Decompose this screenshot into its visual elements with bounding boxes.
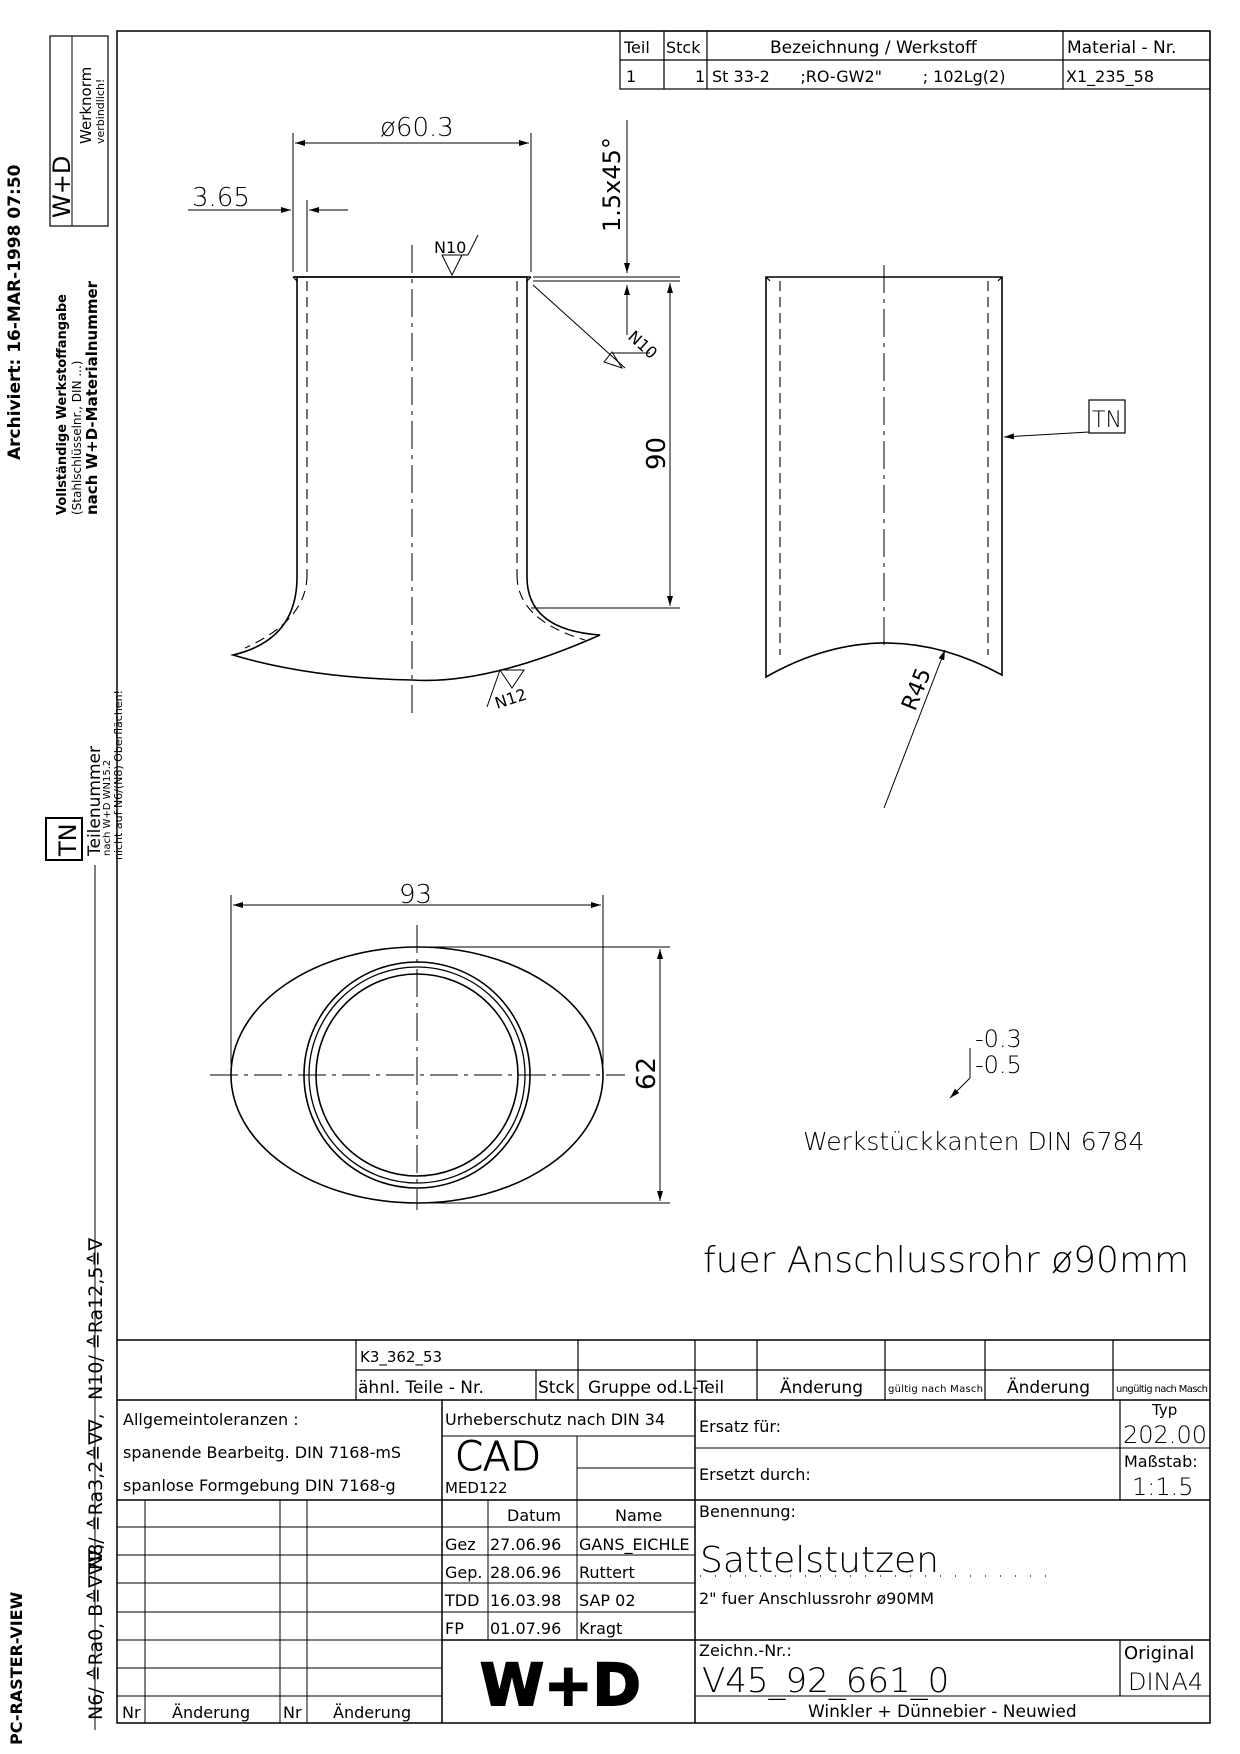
teilenummer-line2: nach W+D WN15.2 [102, 759, 113, 856]
wd-logo: W+D [480, 1651, 641, 1719]
header-stck: Stck [538, 1378, 575, 1398]
ersetzt-durch: Ersetzt durch: [699, 1465, 811, 1484]
tolerances-title: Allgemeintoleranzen : [123, 1410, 299, 1429]
signoff-name-2: SAP 02 [579, 1591, 636, 1610]
archived-stamp: Archiviert: 16-MAR-1998 07:50 [5, 164, 25, 460]
massstab-label: Maßstab: [1124, 1452, 1198, 1471]
similar-parts-header: ähnl. Teile - Nr. [358, 1378, 484, 1398]
tolerances-line-1: spanende Bearbeitg. DIN 7168-mS [123, 1443, 402, 1462]
rev-header-aenderung-2: Änderung [333, 1703, 412, 1722]
parts-header-teil: Teil [624, 38, 650, 57]
material-line2: (Stahlschlüsselnr., DIN ...) [70, 360, 84, 515]
benennung-value: Sattelstutzen [700, 1540, 939, 1581]
tn-box-label: TN [54, 823, 82, 856]
teilenummer-line3: nicht auf N6/(N8) Oberflächen! [112, 690, 125, 860]
edge-tol-upper: -0.3 [975, 1025, 1022, 1053]
dim-chamfer: 1.5x45° [598, 137, 626, 232]
header-gueltig: gültig nach Masch [888, 1384, 983, 1395]
tn-label: TN [1092, 408, 1122, 433]
zeichn-label: Zeichn.-Nr.: [699, 1641, 792, 1660]
left-margin [5, 36, 125, 1745]
benennung-label: Benennung: [699, 1502, 796, 1521]
parts-header-material: Material - Nr. [1067, 38, 1177, 58]
dim-depth: 62 [632, 1056, 662, 1090]
datum-header: Datum [507, 1506, 562, 1525]
signoff-role-3: FP [445, 1619, 464, 1638]
material-line3: nach W+D-Materialnummer [83, 280, 101, 515]
signoff-role-2: TDD [445, 1591, 480, 1610]
header-ungueltig: ungültig nach Masch [1116, 1384, 1208, 1395]
parts-header-stck: Stck [666, 38, 701, 57]
name-header: Name [615, 1506, 663, 1525]
teilenummer-line1: Teilenummer [85, 746, 105, 856]
signoff-date-0: 27.06.96 [490, 1535, 562, 1554]
company-name: Winkler + Dünnebier - Neuwied [808, 1702, 1077, 1722]
pc-raster-view: PC-RASTER-VIEW [7, 1591, 26, 1745]
werknorm-line1: Werknorm [77, 66, 95, 144]
connection-note: fuer Anschlussrohr ø90mm [703, 1240, 1190, 1281]
material-line1: Vollständige Werkstoffangabe [55, 294, 70, 515]
parts-row-bezeichnung: St 33-2 ;RO-GW2" ; 102Lg(2) [712, 67, 1006, 86]
original-value: DINA4 [1128, 1668, 1204, 1696]
werknorm-line2: verbindlich! [94, 78, 107, 144]
header-aenderung-1: Änderung [780, 1378, 863, 1398]
rev-header-aenderung-1: Änderung [172, 1703, 251, 1722]
surface-n12: N12 [492, 684, 529, 713]
signoff-date-1: 28.06.96 [490, 1563, 562, 1582]
signoff-date-2: 16.03.98 [490, 1591, 562, 1610]
cad-logo: CAD [455, 1434, 542, 1480]
parts-row-material: X1_235_58 [1066, 67, 1155, 86]
drawing-frame [117, 31, 1210, 1723]
surface-n10-top: N10 [434, 238, 467, 257]
original-label: Original [1124, 1643, 1195, 1664]
ersatz-fuer: Ersatz für: [699, 1417, 782, 1436]
cad-code: MED122 [445, 1479, 508, 1497]
signoff-role-1: Gep. [445, 1563, 483, 1582]
edge-tol-lower: -0.5 [975, 1051, 1022, 1079]
dim-radius: R45 [897, 664, 937, 715]
signoff-name-3: Kragt [579, 1619, 623, 1638]
parts-row-stck: 1 [695, 67, 706, 86]
signoff-date-3: 01.07.96 [490, 1619, 562, 1638]
header-aenderung-2: Änderung [1007, 1378, 1090, 1398]
surface-ra0: N6/ ≙Ra0, B≙∇∇∇, [85, 1543, 107, 1720]
surface-ra3: N8/ ≙Ra3,2≙∇∇, [85, 1413, 107, 1570]
side-view [766, 265, 1125, 808]
signoff-name-1: Ruttert [579, 1563, 635, 1582]
tolerances-line-2: spanlose Formgebung DIN 7168-g [123, 1476, 396, 1495]
similar-part-nr: K3_362_53 [360, 1348, 443, 1366]
typ-value: 202.00 [1123, 1421, 1207, 1449]
rev-header-nr-1: Nr [122, 1703, 141, 1722]
edge-symbol [950, 1048, 970, 1098]
dim-wall: 3.65 [192, 183, 250, 213]
edge-note: Werkstückkanten DIN 6784 [803, 1127, 1145, 1156]
werknorm-logo: W+D [48, 155, 76, 218]
zeichn-nr: V45_92_661_0 [702, 1661, 950, 1701]
typ-label: Typ [1152, 1401, 1178, 1419]
top-view [210, 895, 670, 1210]
parts-row-teil: 1 [626, 67, 637, 86]
header-gruppe: Gruppe od.L-Teil [588, 1378, 725, 1398]
surface-n10-side: N10 [624, 326, 662, 363]
dim-diameter: ø60.3 [380, 113, 454, 143]
signoff-name-0: GANS_EICHLE [579, 1535, 690, 1554]
benennung-sub: 2" fuer Anschlussrohr ø90MM [699, 1589, 935, 1608]
massstab-value: 1:1.5 [1132, 1473, 1194, 1501]
rev-header-nr-2: Nr [283, 1703, 302, 1722]
signoff-role-0: Gez [445, 1535, 476, 1554]
dim-width: 93 [399, 880, 433, 910]
dim-height: 90 [642, 436, 672, 470]
copyright-note: Urheberschutz nach DIN 34 [445, 1410, 666, 1429]
surface-ra12: N10/ ≙Ra12,5≙∇ [85, 1237, 107, 1400]
parts-header-bezeichnung: Bezeichnung / Werkstoff [770, 38, 977, 58]
